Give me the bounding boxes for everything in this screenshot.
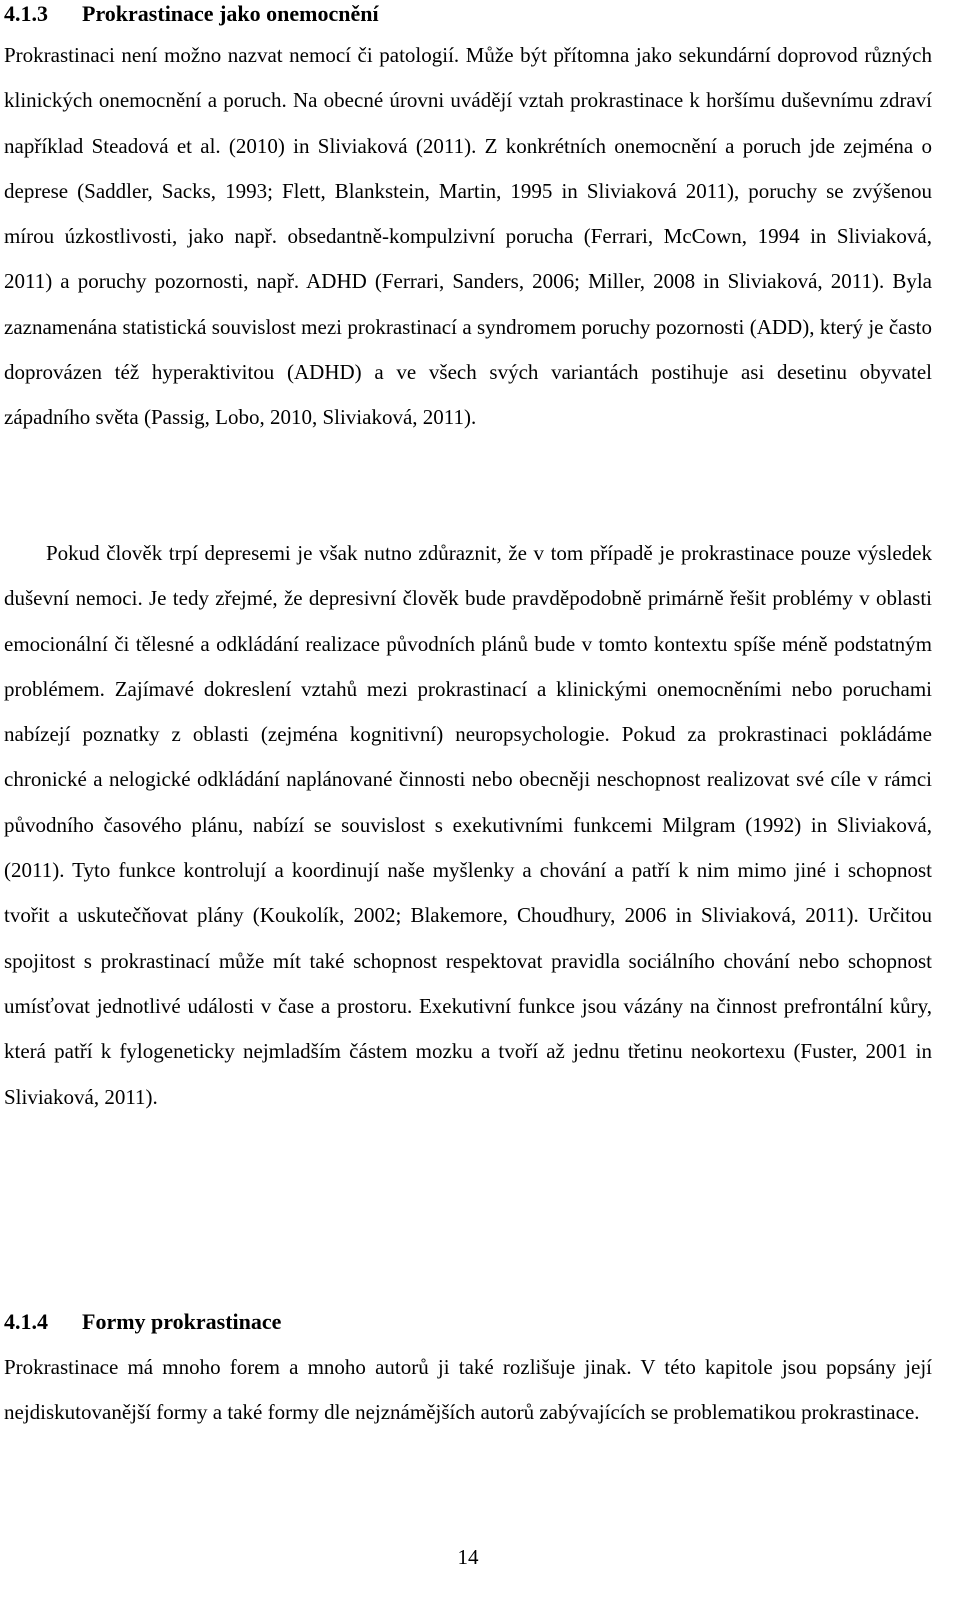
paragraph-depression-executive-functions: Pokud člověk trpí depresemi je však nutno zdůraznit, že v tom případě je prokrastinace pouze výsledek duševní nemoci. Je tedy zřejmé, že depresivní člověk bude pravděpodobně primárně řešit problémy v oblasti emocionální či tělesné a odkládání realizace původních plánů bude v tomto kontextu spíše méně podstatným problémem. Zajímavé dokreslení vztahů mezi prokrastinací a klinickými onemocněními nebo poruchami nabízejí poznatky z oblasti (zejména kognitivní) neuropsychologie. Pokud za prokrastinaci pokládáme chronické a nelogické odkládání naplánované činnosti nebo obecněji neschopnost realizovat své cíle v rámci původního časového plánu, nabízí se souvislost s exekutivními funkcemi Milgram (1992) in Sliviaková, (2011). Tyto funkce kontrolují a koordinují naše myšlenky a chování a patří k nim mimo jiné i schopnost tvořit a uskutečňovat plány (Koukolík, 2002; Blakemore, Choudhury, 2006 in Sliviaková, 2011). Určitou spojitost s prokrastinací může mít také schopnost respektovat pravidla sociálního chování nebo schopnost umísťovat jednotlivé události v čase a prostoru. Exekutivní funkce jsou vázány na činnost prefrontální kůry, která patří k fylogeneticky nejmladším částem mozku a tvoří až jednu třetinu neokortexu (Fuster, 2001 in Sliviaková, 2011). <box>4 541 932 1109</box>
paragraph-procrastination-not-illness: Prokrastinaci není možno nazvat nemocí či patologií. Může být přítomna jako sekundární doprovod různých klinických onemocnění a poruch. Na obecné úrovni uvádějí vztah prokrastinace k horšímu duševnímu zdraví například Steadová et al. (2010) in Sliviaková (2011). Z konkrétních onemocnění a poruch jde zejména o deprese (Saddler, Sacks, 1993; Flett, Blankstein, Martin, 1995 in Sliviaková 2011), poruchy se zvýšenou mírou úzkostlivosti, jako např. obsedantně-kompulzivní porucha (Ferrari, McCown, 1994 in Sliviaková, 2011) a poruchy pozornosti, např. ADHD (Ferrari, Sanders, 2006; Miller, 2008 in Sliviaková, 2011). Byla zaznamenána statistická souvislost mezi prokrastinací a syndromem poruchy pozornosti (ADD), který je často doprovázen též hyperaktivitou (ADHD) a ve všech svých variantách postihuje asi desetinu obyvatel západního světa (Passig, Lobo, 2010, Sliviaková, 2011). <box>4 43 932 430</box>
section-title: Formy prokrastinace <box>82 1309 282 1334</box>
section-title: Prokrastinace jako onemocnění <box>82 1 379 26</box>
section-heading-4-1-3 <box>4 2 379 26</box>
section-heading-4-1-4 <box>4 1310 281 1334</box>
paragraph-forms-of-procrastination: Prokrastinace má mnoho forem a mnoho autorů ji také rozlišuje jinak. V této kapitole jsou popsány její nejdiskutovanější formy a také formy dle nejznámějších autorů zabývajících se problematikou prokrastinace. <box>4 1355 932 1425</box>
page-number: 14 <box>457 1545 479 1569</box>
section-number: 4.1.3 <box>4 1 48 26</box>
section-number: 4.1.4 <box>4 1309 48 1334</box>
